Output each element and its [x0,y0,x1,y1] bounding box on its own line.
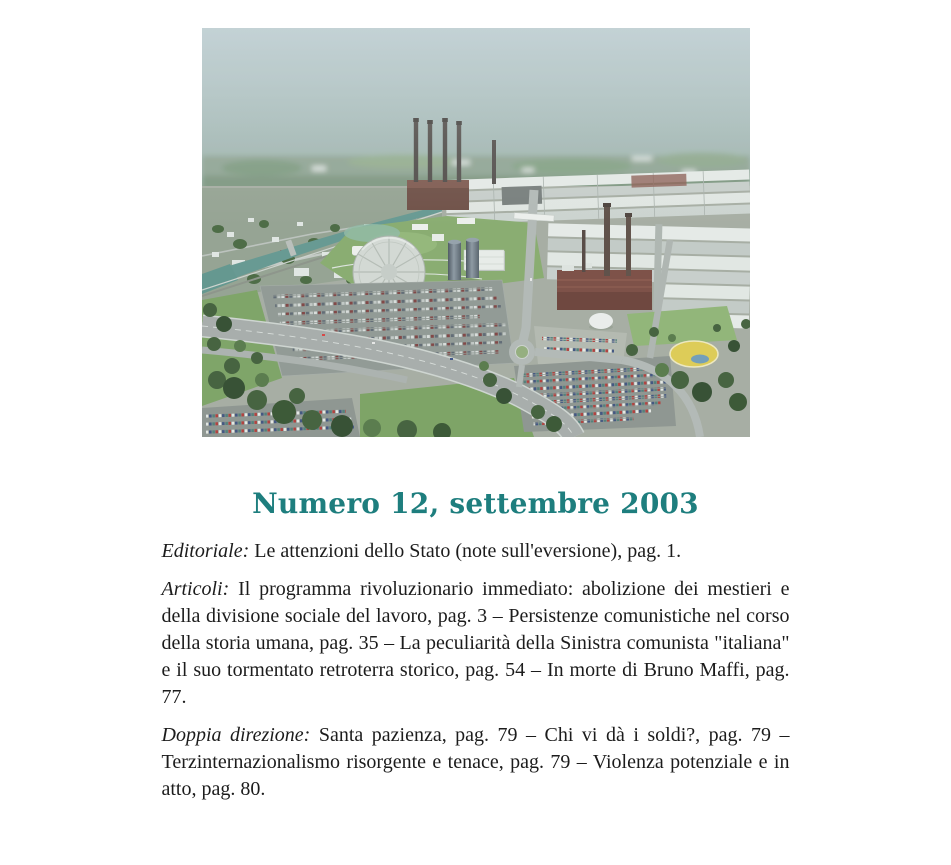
issue-title: Numero 12, settembre 2003 [252,487,699,520]
section-text: Il programma rivoluzionario immediato: abolizione dei mestieri e della divisione sociale del lavoro, pag. 3 – Persistenze comunistiche nel corso della storia umana, pag. 35 – La peculiarità della Sinistra comunista "italiana" e il suo tormentato retroterra storico, pag. 54 – In morte di Bruno Maffi, pag. 77. [161,578,790,708]
aerial-photo-canvas [202,28,750,437]
section-label: Articoli: [161,578,230,600]
toc-section-doppia-direzione [162,722,790,803]
toc-section-editoriale [162,538,790,565]
section-label: Doppia direzione: [161,724,311,746]
table-of-contents [162,487,790,803]
section-text: Le attenzioni dello Stato (note sull'eversione), pag. 1. [249,540,682,562]
toc-section-articoli [162,576,790,711]
aerial-photo [202,28,750,437]
section-label: Editoriale: [161,540,250,562]
section-text: Santa pazienza, pag. 79 – Chi vi dà i soldi?, pag. 79 – Terzinternazionalismo risorgente e tenace, pag. 79 – Violenza potenziale e in atto, pag. 80. [161,724,790,800]
